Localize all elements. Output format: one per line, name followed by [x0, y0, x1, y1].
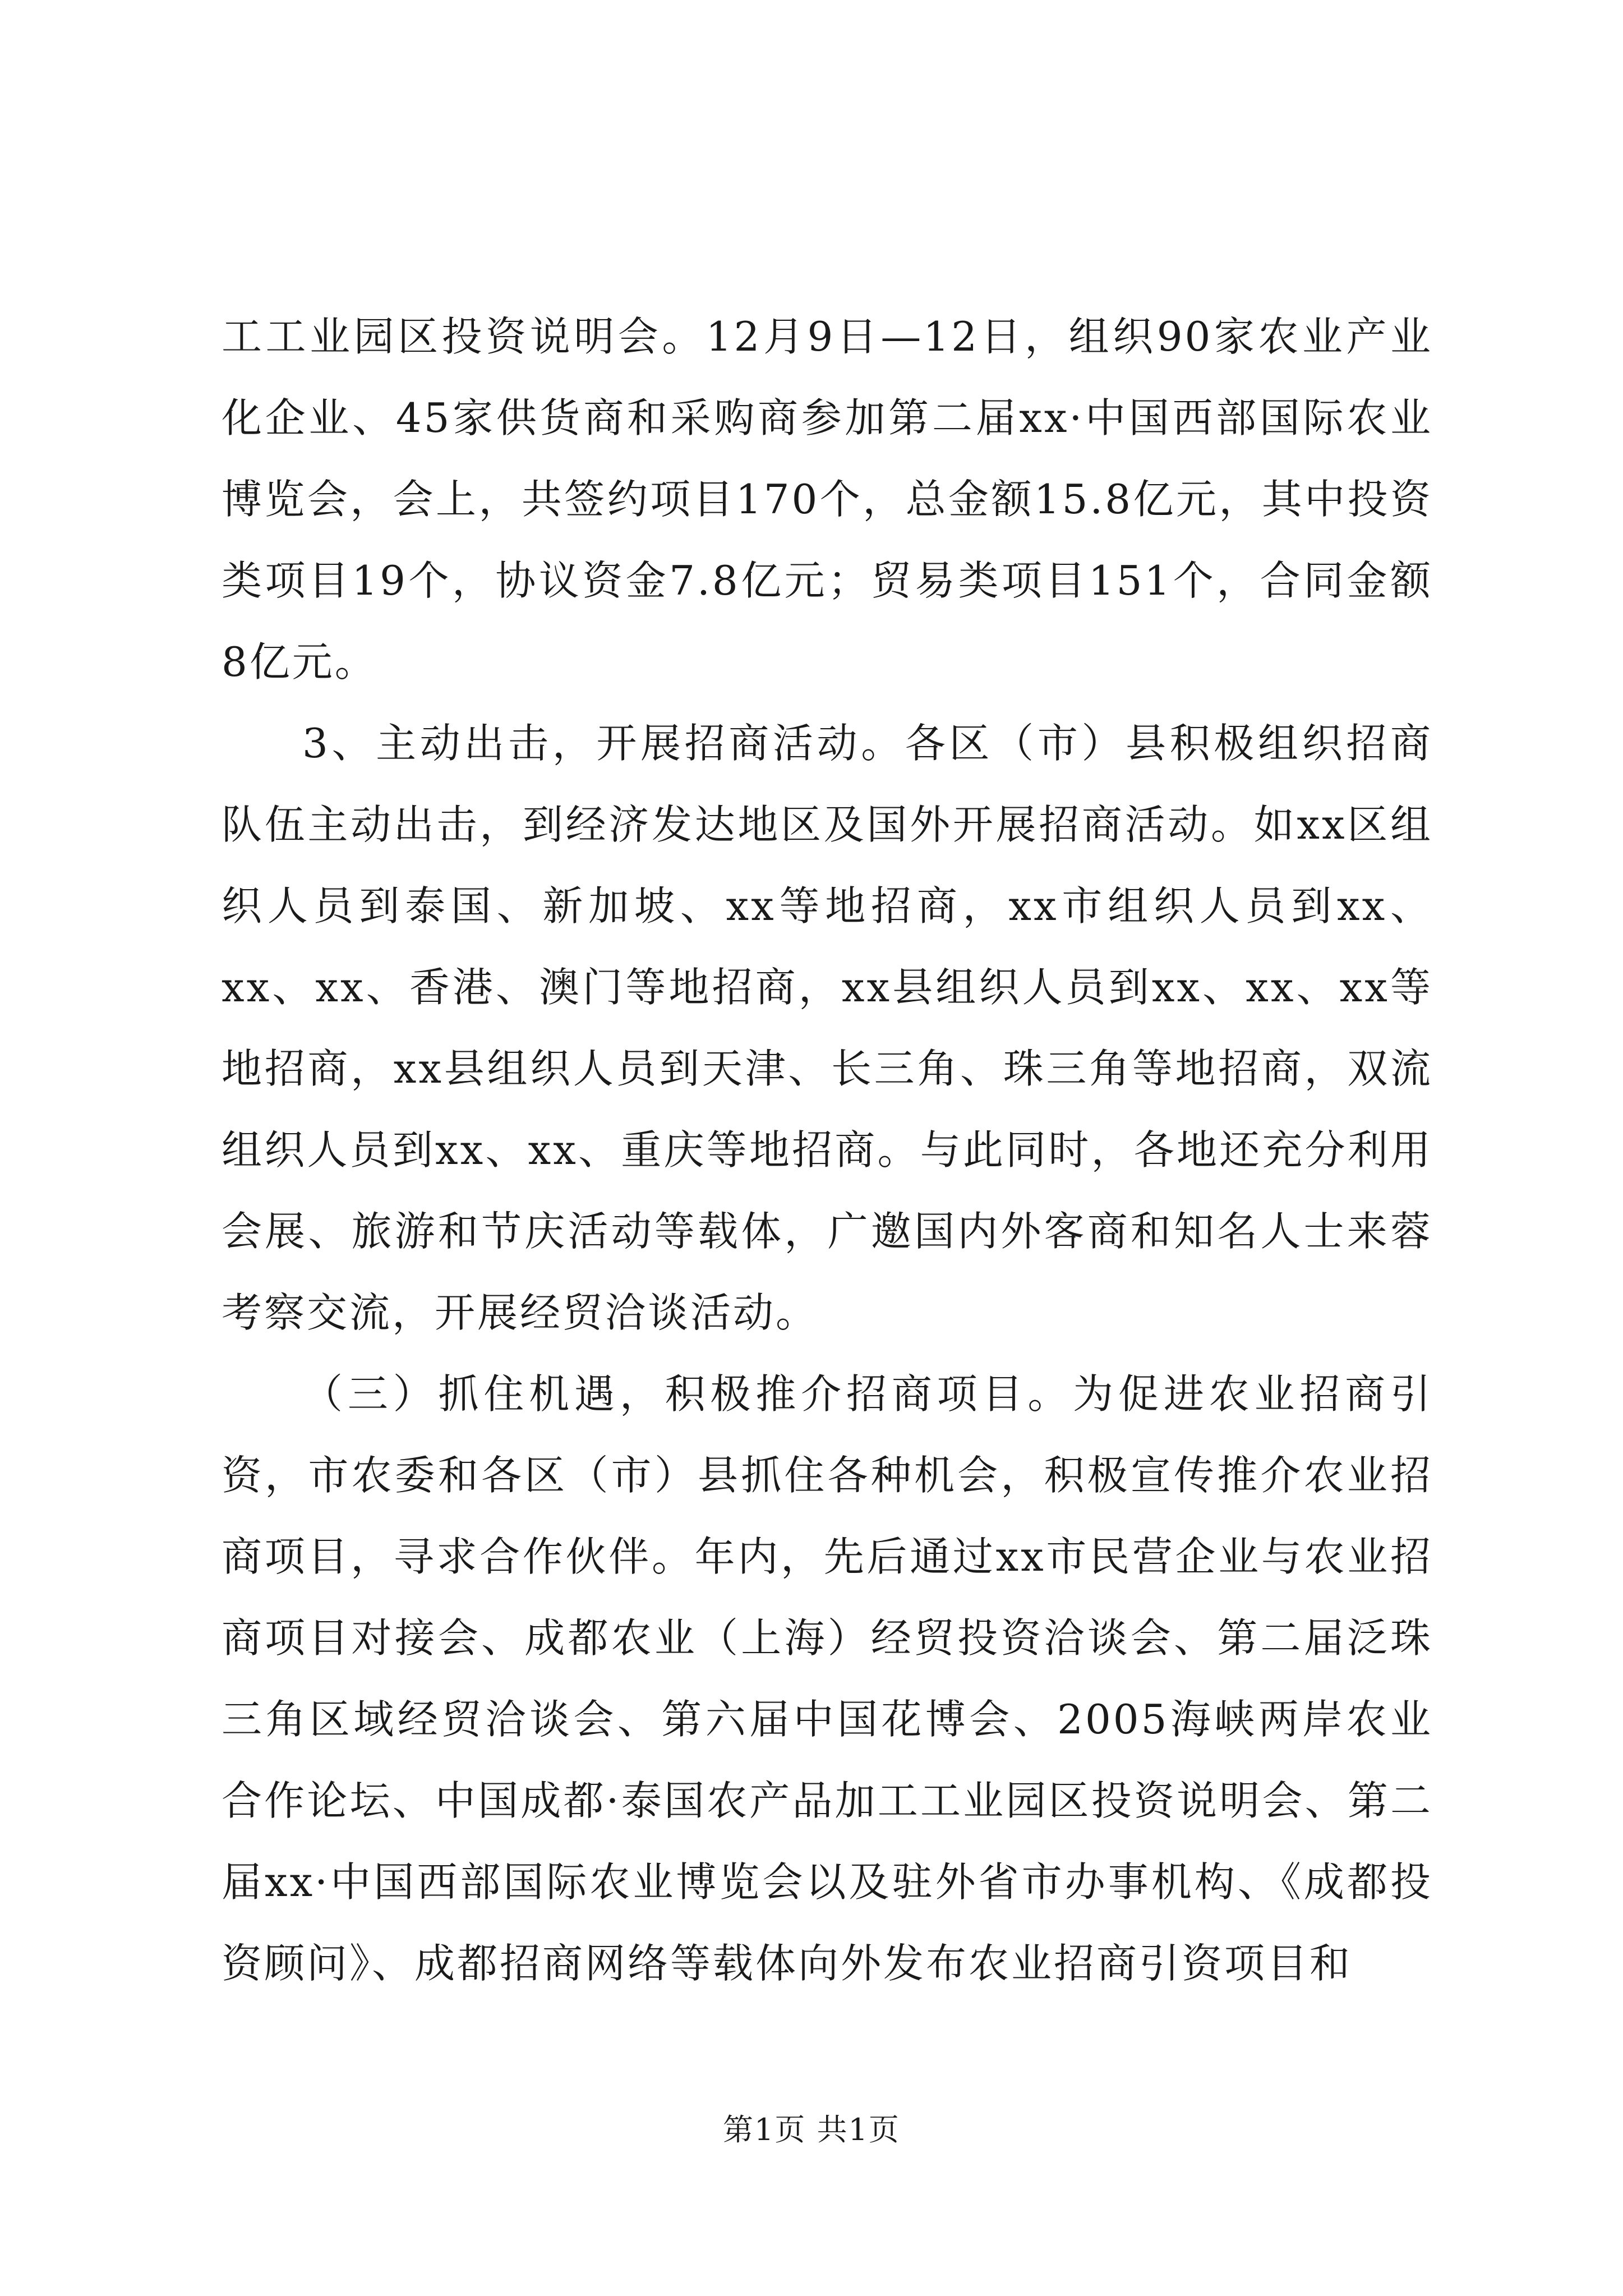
paragraph-3: （三）抓住机遇，积极推介招商项目。为促进农业招商引资，市农委和各区（市）县抓住各种机会，积极宣传推介农业招商项目，寻求合作伙伴。年内，先后通过xx市民营企业与农业招商项目对接会、成都农业（上海）经贸投资洽谈会、第二届泛珠三角区域经贸洽谈会、第六届中国花博会、2005海峡两岸农业合作论坛、中国成都·泰国农产品加工工业园区投资说明会、第二届xx·中国西部国际农业博览会以及驻外省市办事机构、《成都投资顾问》、成都招商网络等载体向外发布农业招商引资项目和	[222, 1370, 1433, 1987]
paragraph-2: 3、主动出击，开展招商活动。各区（市）县积极组织招商队伍主动出击，到经济发达地区及国外开展招商活动。如xx区组织人员到泰国、新加坡、xx等地招商，xx市组织人员到xx、xx、xx、香港、澳门等地招商，xx县组织人员到xx、xx、xx等地招商，xx县组织人员到天津、长三角、珠三角等地招商，双流组织人员到xx、xx、重庆等地招商。与此同时，各地还充分利用会展、旅游和节庆活动等载体，广邀国内外客商和知名人士来蓉考察交流，开展经贸洽谈活动。	[222, 720, 1433, 1336]
paragraph-1: 工工业园区投资说明会。12月9日—12日，组织90家农业产业化企业、45家供货商和采购商参加第二届xx·中国西部国际农业博览会，会上，共签约项目170个，总金额15.8亿元，其中投资类项目19个，协议资金7.8亿元；贸易类项目151个，合同金额8亿元。	[222, 313, 1433, 685]
page-footer: 第1页 共1页	[723, 2112, 900, 2147]
document-body	[222, 296, 1433, 2004]
